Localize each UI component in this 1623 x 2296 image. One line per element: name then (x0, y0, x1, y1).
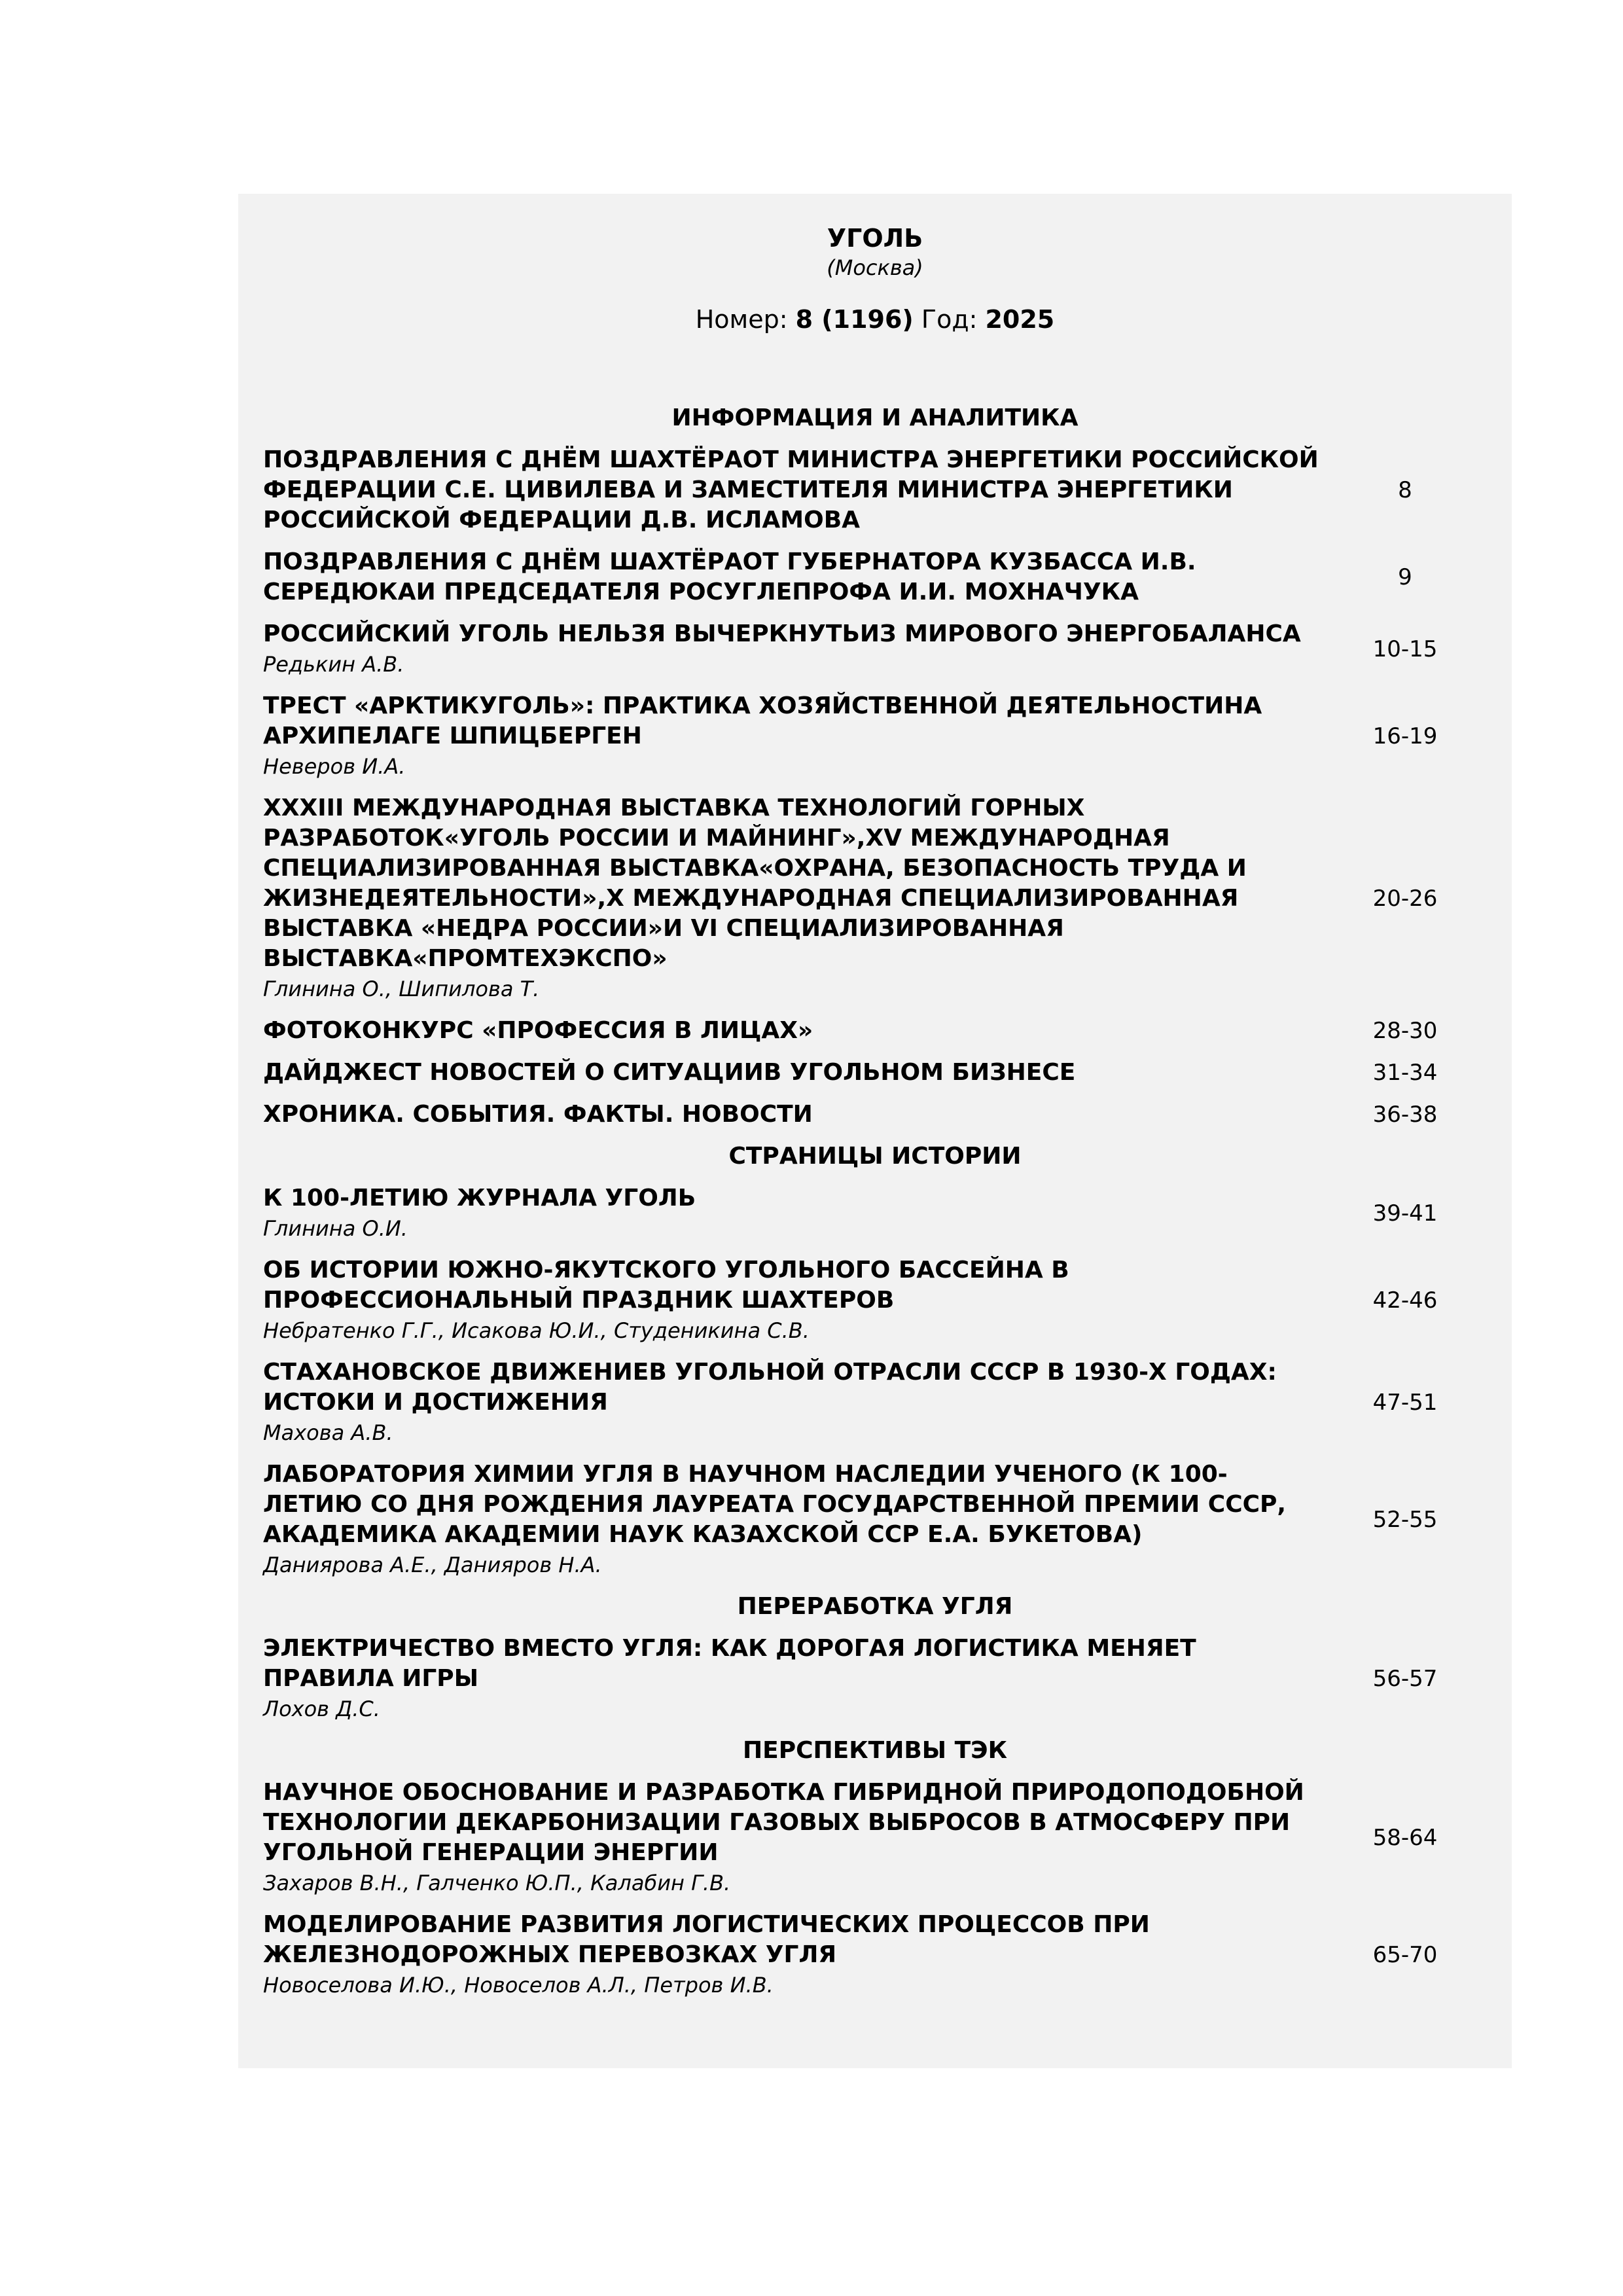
article-authors: Захаров В.Н., Галченко Ю.П., Калабин Г.В. (263, 1871, 731, 1895)
toc-entry-text (263, 619, 1323, 679)
page-range: 16-19 (1372, 723, 1438, 749)
toc-entry-text (263, 1183, 1323, 1244)
page-range: 20-26 (1372, 886, 1438, 912)
article-title: ДАЙДЖЕСТ НОВОСТЕЙ О СИТУАЦИИВ УГОЛЬНОМ БИЗНЕСЕ (263, 1059, 1076, 1086)
toc-entry (263, 547, 1487, 607)
toc-entry (263, 1183, 1487, 1244)
section-heading: ПЕРСПЕКТИВЫ ТЭК (742, 1737, 1008, 1764)
page-range: 42-46 (1372, 1287, 1438, 1314)
journal-title: УГОЛЬ (827, 224, 923, 253)
toc-entry-text (263, 1058, 1323, 1088)
article-authors: Лохов Д.С. (263, 1696, 380, 1721)
article-title: ЛАБОРАТОРИЯ ХИМИИ УГЛЯ В НАУЧНОМ НАСЛЕДИИ УЧЕНОГО (К 100-ЛЕТИЮ СО ДНЯ РОЖДЕНИЯ ЛАУРЕАТА ГОСУДАРСТВЕННОЙ ПРЕМИИ СССР, АКАДЕМИКА АКАДЕМИИ НАУК КАЗАХСКОЙ ССР Е.А. БУКЕТОВА) (263, 1461, 1287, 1548)
page-range: 28-30 (1372, 1018, 1438, 1044)
article-title: ПОЗДРАВЛЕНИЯ С ДНЁМ ШАХТЁРАОТ МИНИСТРА ЭНЕРГЕТИКИ РОССИЙСКОЙ ФЕДЕРАЦИИ С.Е. ЦИВИЛЕВА И ЗАМЕСТИТЕЛЯ МИНИСТРА ЭНЕРГЕТИКИ РОССИЙСКОЙ ФЕДЕРАЦИИ Д.В. ИСЛАМОВА (263, 446, 1319, 533)
toc-entry (263, 445, 1487, 535)
article-title: ЭЛЕКТРИЧЕСТВО ВМЕСТО УГЛЯ: КАК ДОРОГАЯ ЛОГИСТИКА МЕНЯЕТ ПРАВИЛА ИГРЫ (263, 1635, 1196, 1692)
toc-entry (263, 619, 1487, 679)
toc-entry-text (263, 1778, 1323, 1898)
toc-entry (263, 793, 1487, 1004)
toc-entry-text (263, 445, 1323, 535)
toc-entry (263, 1255, 1487, 1346)
contents-panel (238, 194, 1512, 2068)
page-range: 39-41 (1372, 1200, 1438, 1227)
toc-entry (263, 1910, 1487, 2000)
page-range: 8 (1398, 477, 1412, 503)
page-range: 9 (1398, 564, 1412, 590)
article-title: РОССИЙСКИЙ УГОЛЬ НЕЛЬЗЯ ВЫЧЕРКНУТЬИЗ МИРОВОГО ЭНЕРГОБАЛАНСА (263, 620, 1301, 647)
section-heading: ПЕРЕРАБОТКА УГЛЯ (737, 1593, 1013, 1620)
page-range: 47-51 (1372, 1390, 1438, 1416)
toc-entry (263, 1058, 1487, 1088)
table-of-contents (263, 403, 1487, 2012)
toc-entry (263, 1016, 1487, 1046)
article-authors: Махова А.В. (263, 1420, 393, 1445)
toc-entry-text (263, 1634, 1323, 1724)
toc-entry-text (263, 547, 1323, 607)
toc-entry-text (263, 1016, 1323, 1046)
year-label: Год: (921, 305, 978, 334)
toc-entry-text (263, 1255, 1323, 1346)
article-title: ХРОНИКА. СОБЫТИЯ. ФАКТЫ. НОВОСТИ (263, 1101, 813, 1128)
article-title: ТРЕСТ «АРКТИКУГОЛЬ»: ПРАКТИКА ХОЗЯЙСТВЕННОЙ ДЕЯТЕЛЬНОСТИНА АРХИПЕЛАГЕ ШПИЦБЕРГЕН (263, 692, 1262, 749)
page-range: 31-34 (1372, 1060, 1438, 1086)
article-authors: Небратенко Г.Г., Исакова Ю.И., Студеникина С.В. (263, 1318, 810, 1343)
toc-entry (263, 1100, 1487, 1130)
article-title: НАУЧНОЕ ОБОСНОВАНИЕ И РАЗРАБОТКА ГИБРИДНОЙ ПРИРОДОПОДОБНОЙ ТЕХНОЛОГИИ ДЕКАРБОНИЗАЦИИ ГАЗОВЫХ ВЫБРОСОВ В АТМОСФЕРУ ПРИ УГОЛЬНОЙ ГЕНЕРАЦИИ ЭНЕРГИИ (263, 1779, 1304, 1866)
page-range: 10-15 (1372, 636, 1438, 662)
section-heading: СТРАНИЦЫ ИСТОРИИ (728, 1143, 1022, 1170)
page-range: 52-55 (1372, 1507, 1438, 1533)
toc-entry-text (263, 1100, 1323, 1130)
toc-entry (263, 1778, 1487, 1898)
toc-entry (263, 691, 1487, 781)
page-range: 58-64 (1372, 1825, 1438, 1851)
article-authors: Новоселова И.Ю., Новоселов А.Л., Петров И.В. (263, 1973, 774, 1998)
toc-entry (263, 1357, 1487, 1448)
section-heading: ИНФОРМАЦИЯ И АНАЛИТИКА (671, 404, 1079, 431)
article-title: ПОЗДРАВЛЕНИЯ С ДНЁМ ШАХТЁРАОТ ГУБЕРНАТОРА КУЗБАССА И.В. СЕРЕДЮКАИ ПРЕДСЕДАТЕЛЯ РОСУГЛЕПРОФА И.И. МОХНАЧУКА (263, 548, 1196, 605)
article-title: XXXIII МЕЖДУНАРОДНАЯ ВЫСТАВКА ТЕХНОЛОГИЙ ГОРНЫХ РАЗРАБОТОК«УГОЛЬ РОССИИ И МАЙНИНГ»,XV МЕЖДУНАРОДНАЯ СПЕЦИАЛИЗИРОВАННАЯ ВЫСТАВКА«ОХРАНА, БЕЗОПАСНОСТЬ ТРУДА И ЖИЗНЕДЕЯТЕЛЬНОСТИ»,X МЕЖДУНАРОДНАЯ СПЕЦИАЛИЗИРОВАННАЯ ВЫСТАВКА «НЕДРА РОССИИ»И VI СПЕЦИАЛИЗИРОВАННАЯ ВЫСТАВКА«ПРОМТЕХЭКСПО» (263, 795, 1247, 972)
article-title: МОДЕЛИРОВАНИЕ РАЗВИТИЯ ЛОГИСТИЧЕСКИХ ПРОЦЕССОВ ПРИ ЖЕЛЕЗНОДОРОЖНЫХ ПЕРЕВОЗКАХ УГЛЯ (263, 1911, 1150, 1968)
toc-entry-text (263, 793, 1323, 1004)
article-authors: Глинина О., Шипилова Т. (263, 977, 540, 1001)
toc-entry (263, 1460, 1487, 1580)
issue-number: 8 (1196) (795, 305, 914, 334)
article-authors: Редькин А.В. (263, 652, 404, 677)
toc-entry-text (263, 691, 1323, 781)
article-authors: Глинина О.И. (263, 1216, 408, 1241)
toc-entry-text (263, 1910, 1323, 2000)
toc-entry (263, 1634, 1487, 1724)
article-authors: Неверов И.А. (263, 754, 406, 779)
article-authors: Даниярова А.Е., Данияров Н.А. (263, 1552, 602, 1577)
toc-entry-text (263, 1357, 1323, 1448)
article-title: ФОТОКОНКУРС «ПРОФЕССИЯ В ЛИЦАХ» (263, 1017, 813, 1044)
journal-city: (Москва) (827, 255, 923, 280)
article-title: К 100-ЛЕТИЮ ЖУРНАЛА УГОЛЬ (263, 1185, 696, 1211)
page-range: 56-57 (1372, 1666, 1438, 1692)
toc-entry-text (263, 1460, 1323, 1580)
issue-line (238, 305, 1512, 334)
article-title: ОБ ИСТОРИИ ЮЖНО-ЯКУТСКОГО УГОЛЬНОГО БАССЕЙНА В ПРОФЕССИОНАЛЬНЫЙ ПРАЗДНИК ШАХТЕРОВ (263, 1257, 1069, 1314)
issue-label: Номер: (695, 305, 788, 334)
year-number: 2025 (985, 305, 1055, 334)
page-range: 65-70 (1372, 1942, 1438, 1968)
article-title: СТАХАНОВСКОЕ ДВИЖЕНИЕВ УГОЛЬНОЙ ОТРАСЛИ СССР В 1930-Х ГОДАХ: ИСТОКИ И ДОСТИЖЕНИЯ (263, 1359, 1277, 1416)
page-range: 36-38 (1372, 1102, 1438, 1128)
